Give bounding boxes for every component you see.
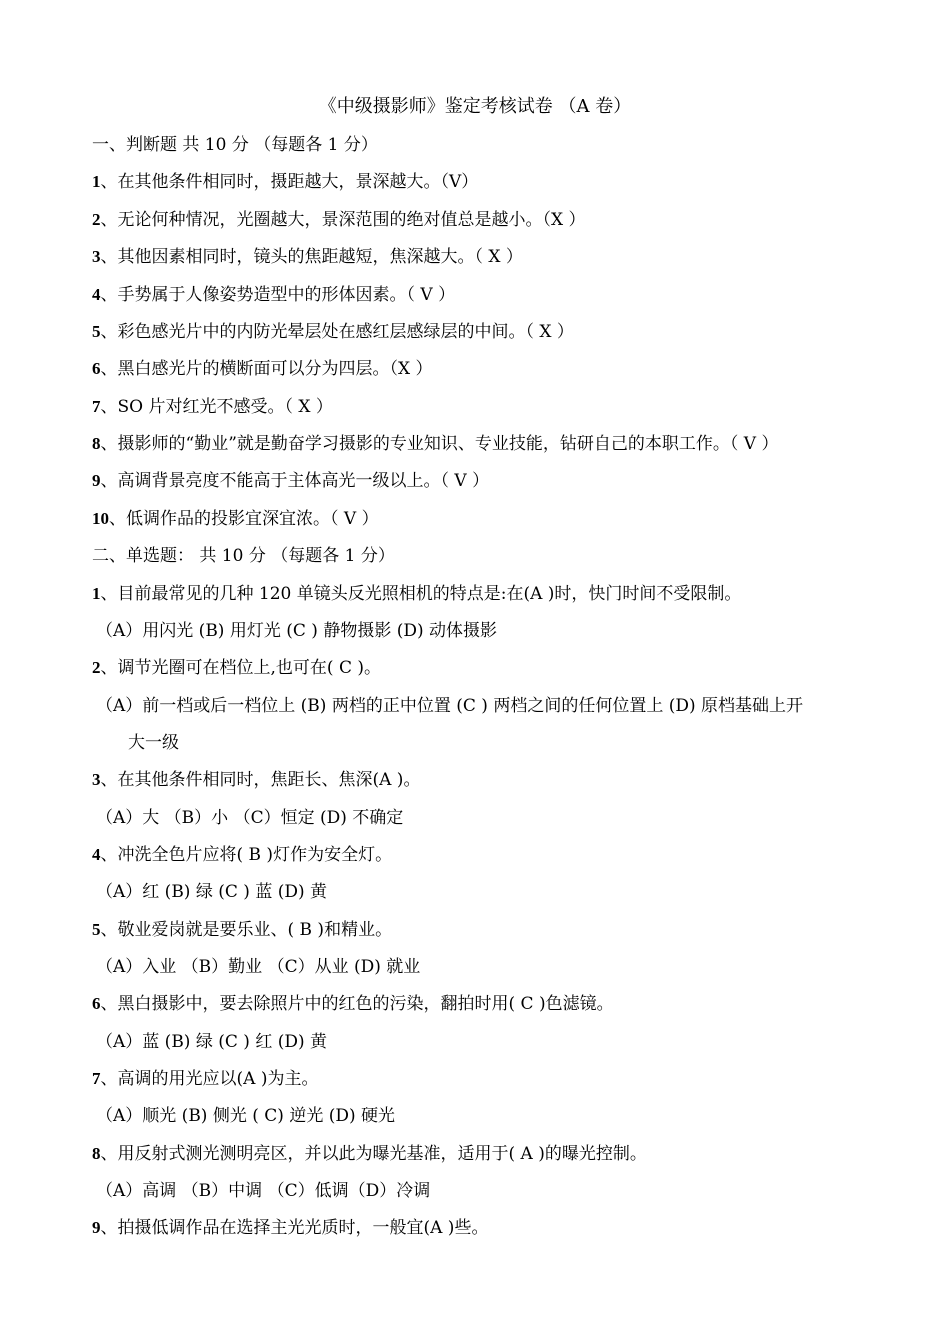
choice-options-1: （A）用闪光 (B) 用灯光 (C ) 静物摄影 (D) 动体摄影 [96, 621, 498, 641]
judge-item-6 [92, 355, 433, 383]
question-number: 6 [92, 994, 101, 1013]
item-text: 、高调背景亮度不能高于主体高光一级以上。（ V ） [100, 471, 490, 491]
choice-question-8 [92, 1140, 647, 1168]
question-text: 、用反射式测光测明亮区，并以此为曝光基准，适用于( A )的曝光控制。 [100, 1144, 647, 1164]
judge-item-5 [92, 318, 574, 346]
item-text: 、摄影师的“勤业”就是勤奋学习摄影的专业知识、专业技能，钻研自己的本职工作。（ V ） [100, 434, 779, 454]
question-text: 、在其他条件相同时，焦距长、焦深(A )。 [100, 770, 421, 790]
choice-options-7: （A）顺光 (B) 侧光 ( C) 逆光 (D) 硬光 [96, 1106, 396, 1126]
judge-item-3 [92, 243, 523, 271]
choice-options-5: （A）入业 （B）勤业 （C）从业 (D) 就业 [96, 957, 421, 977]
section1-heading: 一、判断题 共 10 分 （每题各 1 分） [92, 135, 378, 155]
choice-question-2 [92, 654, 381, 682]
question-text: 、黑白摄影中，要去除照片中的红色的污染，翻拍时用( C )色滤镜。 [100, 994, 614, 1014]
exam-title: 《中级摄影师》鉴定考核试卷 （A 卷） [318, 96, 632, 117]
choice-options-2: （A）前一档或后一档位上 (B) 两档的正中位置 (C ) 两档之间的任何位置上 (D) 原档基础上开 [96, 696, 804, 716]
question-number: 8 [92, 1144, 101, 1163]
choice-options-4: （A）红 (B) 绿 (C ) 蓝 (D) 黄 [96, 882, 328, 902]
item-text: 、SO 片对红光不感受。（ X ） [100, 397, 333, 417]
question-text: 、高调的用光应以(A )为主。 [100, 1069, 319, 1089]
item-number: 2 [92, 210, 101, 229]
item-number: 9 [92, 471, 101, 490]
item-number: 7 [92, 397, 101, 416]
choice-question-6 [92, 990, 614, 1018]
item-text: 、其他因素相同时，镜头的焦距越短，焦深越大。（ X ） [100, 247, 523, 267]
choice-question-4 [92, 841, 392, 869]
choice-question-1 [92, 580, 741, 608]
item-text: 、无论何种情况，光圈越大，景深范围的绝对值总是越小。（X ） [100, 210, 586, 230]
question-number: 1 [92, 584, 101, 603]
judge-item-9 [92, 467, 489, 495]
item-number: 4 [92, 285, 101, 304]
item-number: 3 [92, 247, 101, 266]
choice-options-3: （A）大 （B）小 （C）恒定 (D) 不确定 [96, 808, 404, 828]
question-text: 、目前最常见的几种 120 单镜头反光照相机的特点是:在(A )时，快门时间不受限制。 [100, 584, 742, 604]
item-number: 6 [92, 359, 101, 378]
question-text: 、调节光圈可在档位上,也可在( C )。 [100, 658, 381, 678]
choice-question-7 [92, 1065, 318, 1093]
choice-options-8: （A）高调 （B）中调 （C）低调（D）冷调 [96, 1181, 431, 1201]
item-text: 、黑白感光片的横断面可以分为四层。（X ） [100, 359, 433, 379]
choice-question-5 [92, 916, 392, 944]
section2-heading: 二、单选题： 共 10 分 （每题各 1 分） [92, 546, 395, 566]
choice-question-3 [92, 766, 420, 794]
question-number: 2 [92, 658, 101, 677]
judge-item-2 [92, 206, 586, 234]
item-text: 、低调作品的投影宜深宜浓。（ V ） [109, 509, 379, 529]
judge-item-4 [92, 281, 455, 309]
item-text: 、彩色感光片中的内防光晕层处在感红层感绿层的中间。（ X ） [100, 322, 574, 342]
judge-item-7 [92, 393, 333, 421]
choice-question-9 [92, 1214, 488, 1242]
question-number: 5 [92, 920, 101, 939]
question-number: 9 [92, 1218, 101, 1237]
judge-item-8 [92, 430, 778, 458]
question-text: 、敬业爱岗就是要乐业、( B )和精业。 [100, 920, 393, 940]
item-number: 8 [92, 434, 101, 453]
item-text: 、在其他条件相同时，摄距越大，景深越大。（V） [100, 172, 479, 192]
choice-options-2-continued: 大一级 [128, 733, 179, 753]
item-number: 5 [92, 322, 101, 341]
item-text: 、手势属于人像姿势造型中的形体因素。（ V ） [100, 285, 456, 305]
question-text: 、冲洗全色片应将( B )灯作为安全灯。 [100, 845, 393, 865]
judge-item-1 [92, 168, 478, 196]
question-text: 、拍摄低调作品在选择主光光质时，一般宜(A )些。 [100, 1218, 489, 1238]
question-number: 3 [92, 770, 101, 789]
choice-options-6: （A）蓝 (B) 绿 (C ) 红 (D) 黄 [96, 1032, 328, 1052]
question-number: 4 [92, 845, 101, 864]
question-number: 7 [92, 1069, 101, 1088]
item-number: 10 [92, 509, 109, 528]
item-number: 1 [92, 172, 101, 191]
judge-item-10 [92, 505, 379, 533]
